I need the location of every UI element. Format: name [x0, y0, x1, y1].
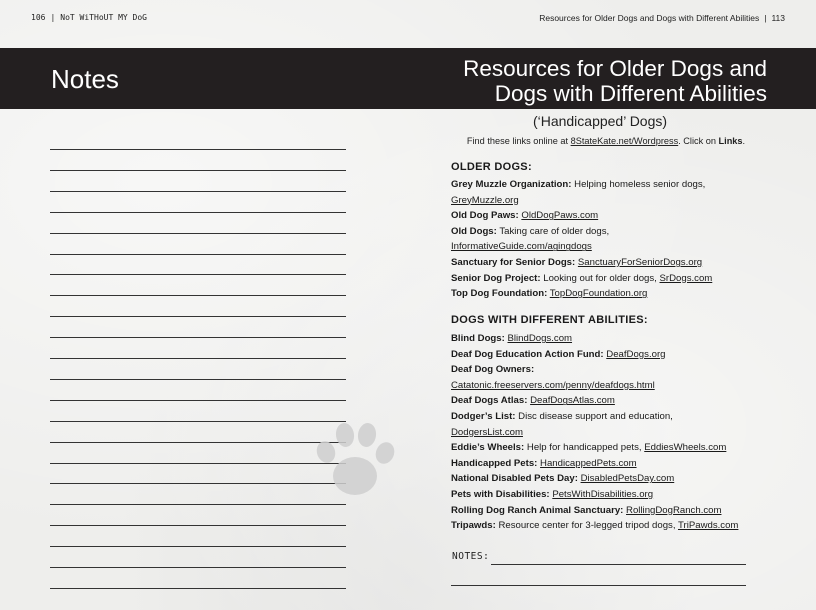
resource-entry — [451, 286, 647, 302]
resource-link[interactable]: HandicappedPets.com — [540, 457, 637, 469]
right-page-number: 113 — [771, 13, 785, 23]
resources-page-title — [367, 56, 767, 106]
notes-label: NOTES: — [452, 551, 490, 562]
resource-description: Disc disease support and education, — [515, 411, 673, 422]
resource-name: Sanctuary for Senior Dogs: — [451, 257, 576, 268]
resource-link[interactable]: RollingDogRanch.com — [626, 504, 722, 516]
resource-entry — [451, 378, 655, 394]
resource-link[interactable]: GreyMuzzle.org — [451, 194, 519, 206]
resource-entry — [451, 193, 519, 209]
older-dogs-heading: OLDER DOGS: — [451, 161, 532, 173]
resource-entry — [451, 331, 572, 347]
resources-subtitle: (‘Handicapped’ Dogs) — [532, 113, 668, 129]
resource-link[interactable]: BlindDogs.com — [507, 333, 573, 344]
find-url-link[interactable]: 8StateKate.net/Wordpress — [570, 136, 679, 146]
notes-ruled-line — [50, 483, 346, 484]
notes-ruled-line — [50, 337, 346, 338]
notes-line — [451, 585, 746, 586]
resource-name: Deaf Dog Owners: — [451, 364, 535, 376]
resource-name: Old Dogs: — [451, 225, 497, 237]
resource-link[interactable]: SanctuaryForSeniorDogs.org — [577, 257, 703, 268]
resources-title-line1: Resources for Older Dogs and — [463, 56, 767, 81]
left-page-number: 106 — [31, 13, 46, 22]
find-middle: . Click on — [678, 136, 719, 146]
different-abilities-heading: DOGS WITH DIFFERENT ABILITIES: — [451, 314, 648, 326]
resource-link[interactable]: DodgersList.com — [451, 426, 523, 438]
notes-ruled-line — [50, 295, 346, 296]
resource-entry — [451, 362, 534, 378]
resource-entry — [451, 503, 721, 519]
resource-link[interactable]: TopDogFoundation.org — [549, 288, 648, 300]
right-running-title: Resources for Older Dogs and Dogs with Different Abilities — [539, 13, 760, 23]
find-prefix: Find these links online at — [466, 136, 571, 146]
paw-print-icon — [312, 418, 398, 500]
notes-ruled-line — [50, 233, 346, 234]
resource-entry — [451, 239, 592, 255]
notes-ruled-line — [50, 358, 346, 359]
resource-link[interactable]: PetsWithDisabilities.org — [552, 489, 654, 500]
notes-ruled-line — [50, 149, 346, 150]
left-running-header — [31, 13, 147, 22]
resource-link[interactable]: SrDogs.com — [659, 272, 713, 284]
resource-name: Old Dog Paws: — [451, 210, 519, 222]
resource-entry — [451, 255, 702, 271]
notes-ruled-line — [50, 400, 346, 401]
resource-name: Deaf Dog Education Action Fund: — [451, 348, 604, 360]
resources-title-line2: Dogs with Different Abilities — [494, 81, 767, 106]
notes-line — [491, 564, 746, 565]
resource-entry — [451, 347, 665, 363]
notes-ruled-line — [50, 191, 346, 192]
resource-description: Taking care of older dogs, — [496, 225, 610, 237]
notes-ruled-line — [50, 274, 346, 275]
resource-name: Pets with Disabilities: — [451, 489, 550, 500]
resource-description: Helping homeless senior dogs, — [571, 179, 706, 190]
notes-page-title: Notes — [51, 64, 119, 94]
header-separator: | — [764, 13, 767, 23]
resource-description: Looking out for older dogs, — [540, 272, 660, 284]
resource-name: Eddie’s Wheels: — [451, 442, 525, 454]
resource-link[interactable]: Catatonic.freeservers.com/penny/deafdogs.html — [451, 379, 655, 391]
resource-entry — [451, 471, 674, 487]
resource-link[interactable]: InformativeGuide.com/agingdogs — [451, 241, 592, 253]
right-running-header — [539, 13, 785, 23]
resource-name: Dodger’s List: — [451, 411, 516, 422]
resource-entry — [451, 177, 705, 193]
resource-entry — [451, 456, 637, 472]
notes-ruled-line — [50, 588, 346, 589]
notes-ruled-line — [50, 316, 346, 317]
resource-name: Handicapped Pets: — [451, 457, 538, 469]
notes-ruled-line — [50, 546, 346, 547]
resource-entry — [451, 224, 609, 240]
resource-name: Tripawds: — [451, 520, 496, 532]
find-links-bold: Links — [718, 136, 743, 146]
resource-name: Top Dog Foundation: — [451, 288, 548, 300]
resource-entry — [451, 271, 712, 287]
notes-ruled-line — [50, 170, 346, 171]
resource-link[interactable]: DeafDogsAtlas.com — [530, 395, 615, 407]
resource-name: National Disabled Pets Day: — [451, 473, 578, 485]
resource-description: Help for handicapped pets, — [524, 442, 645, 454]
resource-link[interactable]: TriPawds.com — [678, 520, 739, 532]
notes-ruled-line — [50, 567, 346, 568]
notes-ruled-line — [50, 212, 346, 213]
notes-ruled-line — [50, 421, 346, 422]
find-links-line — [451, 136, 761, 146]
find-end: . — [742, 136, 746, 146]
resource-name: Blind Dogs: — [451, 333, 505, 344]
resource-entry — [451, 487, 653, 503]
resource-entry — [451, 440, 726, 456]
resource-entry — [451, 425, 523, 441]
resource-name: Senior Dog Project: — [451, 272, 541, 284]
resource-entry — [451, 409, 673, 425]
resource-entry — [451, 208, 598, 224]
resource-link[interactable]: OldDogPaws.com — [521, 210, 599, 222]
resource-entry — [451, 518, 738, 534]
resource-description: Resource center for 3-legged tripod dogs, — [495, 520, 678, 532]
notes-ruled-line — [50, 442, 346, 443]
notes-ruled-line — [50, 463, 346, 464]
resource-link[interactable]: DisabledPetsDay.com — [580, 473, 675, 485]
resource-name: Rolling Dog Ranch Animal Sanctuary: — [451, 504, 624, 516]
resource-entry — [451, 393, 615, 409]
resource-name: Deaf Dogs Atlas: — [451, 395, 528, 407]
notes-ruled-line — [50, 379, 346, 380]
header-separator: | — [50, 13, 56, 22]
resource-name: Grey Muzzle Organization: — [451, 179, 572, 190]
book-title: NoT WiTHoUT MY DoG — [60, 13, 147, 22]
resource-link[interactable]: DeafDogs.org — [606, 348, 666, 360]
notes-ruled-line — [50, 504, 346, 505]
notes-ruled-line — [50, 525, 346, 526]
notes-ruled-line — [50, 254, 346, 255]
resource-link[interactable]: EddiesWheels.com — [644, 442, 727, 454]
